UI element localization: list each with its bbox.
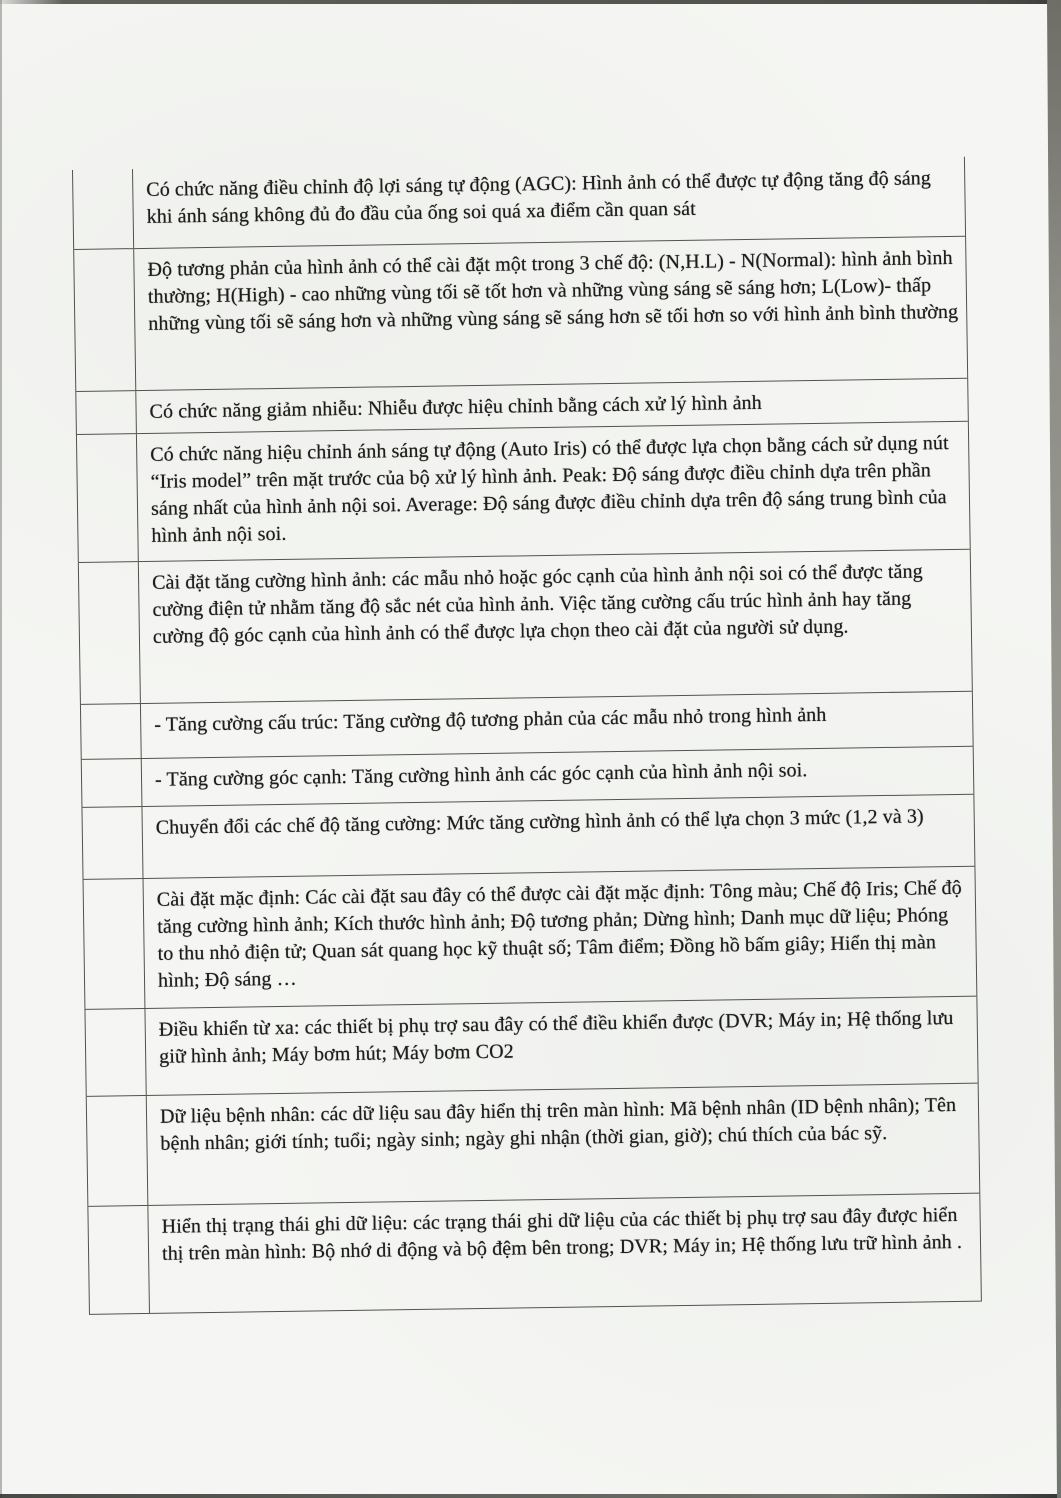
row-label-cell [76, 391, 137, 434]
row-text: Dữ liệu bệnh nhân: các dữ liệu sau đây hiển thị trên màn hình: Mã bệnh nhân (ID bệnh nhân); Tên bệnh nhân; giới tính; tuổi; ngày sinh; ngày ghi nhận (thời gian, giờ); chú thích của bác sỹ. [159, 1093, 957, 1155]
row-label-cell [85, 1009, 146, 1096]
table-row [82, 795, 974, 880]
row-label-cell [82, 807, 143, 879]
scan-edge-top [0, 0, 1061, 4]
scan-edge-bottom [0, 1494, 1061, 1498]
table-row [77, 422, 970, 563]
table-row [88, 1194, 981, 1315]
row-text: Độ tương phản của hình ảnh có thể cài đặt một trong 3 chế độ: (N,H.L) - N(Normal): hình ảnh bình thường; H(High) - cao những vùng tối sẽ tốt hơn và những vùng sáng sẽ sáng hơn; L(Low)- thấp những vùng tối sẽ sáng hơn và những vùng sáng sẽ sáng hơn sẽ tối hơn so với hình ảnh bình thường [147, 246, 959, 335]
row-text: Có chức năng giảm nhiễu: Nhiễu được hiệu chỉnh bằng cách xử lý hình ảnh [149, 391, 762, 423]
row-label-cell [82, 759, 143, 807]
row-label-cell [84, 879, 146, 1009]
specification-table [72, 157, 982, 1315]
row-label-cell [77, 434, 139, 562]
table-row [84, 867, 977, 1010]
row-label-cell [88, 1206, 150, 1314]
row-label-cell [73, 169, 134, 249]
row-text: - Tăng cường góc cạnh: Tăng cường hình ảnh các góc cạnh của hình ảnh nội soi. [154, 759, 808, 791]
row-text: Điều khiển từ xa: các thiết bị phụ trợ sau đây có thể điều khiển được (DVR; Máy in; Hệ thống lưu giữ hình ảnh; Máy bơm hút; Máy bơm CO2 [158, 1007, 954, 1068]
row-label-cell [79, 562, 141, 704]
row-text: Cài đặt mặc định: Các cài đặt sau đây có thể được cài đặt mặc định: Tông màu; Chế độ Iris; Chế độ tăng cường hình ảnh; Kích thước hình ảnh; Độ tương phản; Dừng hình; Danh mục dữ liệu; Phóng to thu nhỏ điện tử; Quan sát quang học kỹ thuật số; Tâm điểm; Đồng hồ bấm giây; Hiển thị màn hình; Độ sáng … [156, 876, 962, 992]
row-text: Có chức năng điều chỉnh độ lợi sáng tự động (AGC): Hình ảnh có thể được tự động tăng độ sáng khi ánh sáng không đủ đo đầu của ống soi quá xa điểm cần quan sát [146, 167, 932, 228]
table-row [79, 550, 972, 705]
table-row [87, 1084, 980, 1207]
row-label-cell [81, 704, 142, 759]
scan-edge-left [0, 0, 2, 1498]
row-text: Hiển thị trạng thái ghi dữ liệu: các trạng thái ghi dữ liệu của các thiết bị phụ trợ sau đây được hiển thị trên màn hình: Bộ nhớ di động và bộ đệm bên trong; DVR; Máy in; Hệ thống lưu trữ hình ảnh . [161, 1203, 963, 1265]
row-label-cell [87, 1096, 149, 1206]
scan-edge-right [1045, 0, 1061, 1498]
row-label-cell [74, 249, 136, 391]
row-text: Cài đặt tăng cường hình ảnh: các mẫu nhỏ hoặc góc cạnh của hình ảnh nội soi có thể được tăng cường điện tử nhằm tăng độ sắc nét của hình ảnh. Việc tăng cường cấu trúc hình ảnh hay tăng cường độ góc cạnh của hình ảnh có thể được lựa chọn theo cài đặt của người sử dụng. [151, 560, 923, 648]
row-text: - Tăng cường cấu trúc: Tăng cường độ tương phản của các mẫu nhỏ trong hình ảnh [154, 703, 827, 736]
table-row [74, 237, 967, 392]
table-row [85, 997, 977, 1097]
table-row [73, 157, 965, 250]
row-text: Có chức năng hiệu chỉnh ánh sáng tự động (Auto Iris) có thể được lựa chọn bằng cách sử dụng nút “Iris model” trên mặt trước của bộ xử lý hình ảnh. Peak: Độ sáng được điều chỉnh dựa trên phần sáng nhất của hình ảnh nội soi. Average: Độ sáng được điều chỉnh dựa trên độ sáng trung bình của hình ảnh nội soi. [150, 432, 949, 547]
row-text: Chuyển đổi các chế độ tăng cường: Mức tăng cường hình ảnh có thể lựa chọn 3 mức (1,2 và 3) [155, 805, 924, 839]
